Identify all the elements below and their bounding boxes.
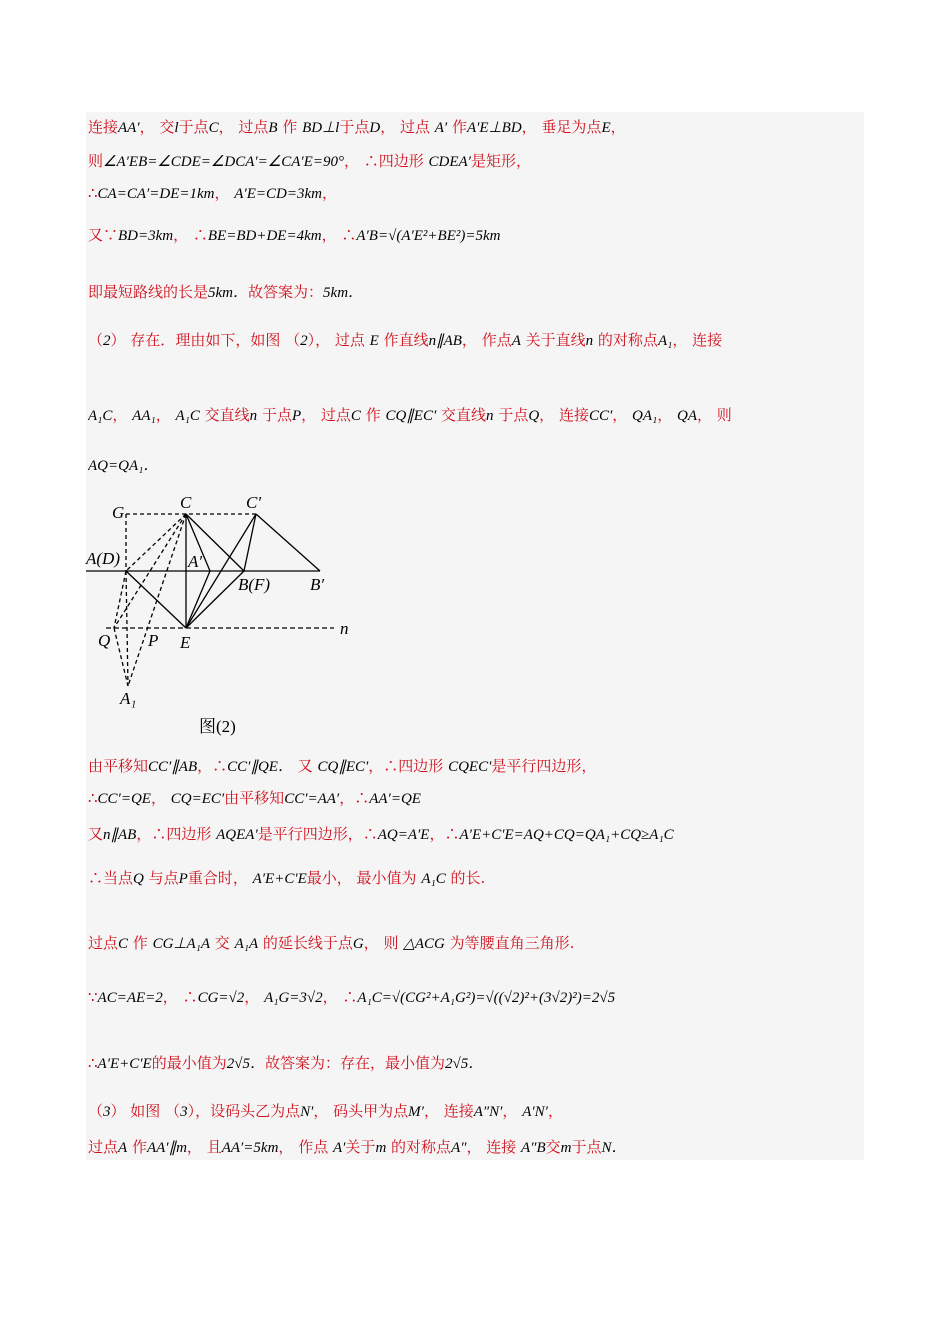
seg-e-aprime bbox=[186, 571, 210, 628]
text-line: 过点C 作 CG⊥A₁A 交 A₁A 的延长线于点G， 则 △ACG 为等腰直角三角形. bbox=[88, 934, 575, 952]
text-line: 过点A 作AA′∥m， 且AA′=5km， 作点 A′关于m 的对称点A″， 连接 A″B交m于点N． bbox=[88, 1138, 627, 1156]
text-line: ∴CC′=QE， CQ=EC′由平移知CC′=AA′，∴AA′=QE bbox=[88, 789, 421, 807]
text-line: ∴CA=CA′=DE=1km， A′E=CD=3km， bbox=[88, 184, 337, 202]
label-n: n bbox=[340, 619, 349, 638]
label-e: E bbox=[180, 633, 191, 652]
text-line: 又∵BD=3km， ∴BE=BD+DE=4km， ∴A′B=√(A′E²+BE²)=5km bbox=[88, 226, 501, 244]
seg-ae bbox=[126, 571, 186, 628]
label-aprime: A′ bbox=[188, 552, 203, 571]
text-line: 连接AA′， 交l于点C， 过点B 作 BD⊥l于点D， 过点 A′ 作A′E⊥BD， 垂足为点E， bbox=[88, 118, 626, 136]
figure-caption: 图(2) bbox=[199, 717, 236, 736]
text-line: （3） 如图 （3），设码头乙为点N′， 码头甲为点M′， 连接A″N′， A′N′， bbox=[88, 1102, 563, 1120]
text-line: （2） 存在．理由如下，如图 （2）， 过点 E 作直线n∥AB， 作点A 关于直线n 的对称点A₁， 连接 bbox=[88, 331, 723, 349]
label-bprime: B′ bbox=[310, 575, 325, 594]
text-line: 又n∥AB，∴四边形 AQEA′是平行四边形，∴AQ=A′E，∴A′E+C′E=AQ+CQ=QA₁+CQ≥A₁C bbox=[88, 825, 674, 843]
label-g: G bbox=[112, 503, 125, 522]
text-line: 则∠A′EB=∠CDE=∠DCA′=∠CA′E=90°， ∴四边形 CDEA′是矩形， bbox=[88, 152, 531, 170]
text-line: A₁C， AA₁， A₁C 交直线n 于点P， 过点C 作 CQ∥EC′ 交直线n 于点Q， 连接CC′， QA₁， QA， 则 bbox=[88, 406, 732, 424]
text-line: ∵AC=AE=2， ∴CG=√2， A₁G=3√2， ∴A₁C=√(CG²+A₁G²)=√((√2)²+(3√2)²)=2√5 bbox=[88, 988, 616, 1006]
seg-q-a1 bbox=[114, 628, 128, 686]
geometry-figure bbox=[84, 490, 374, 740]
label-bf: B(F) bbox=[238, 575, 271, 594]
text-line: ∴A′E+C′E的最小值为2√5．故答案为：存在，最小值为2√5． bbox=[88, 1054, 484, 1072]
label-q: Q bbox=[98, 631, 111, 650]
text-line: 即最短路线的长是5km．故答案为：5km． bbox=[88, 283, 364, 301]
label-a1: A₁ bbox=[120, 689, 137, 708]
seg-a-q bbox=[114, 571, 126, 628]
seg-cprime-bprime bbox=[256, 514, 320, 571]
text-line: ∴当点Q 与点P重合时， A′E+C′E最小， 最小值为 A₁C 的长. bbox=[88, 869, 486, 887]
text-line: 由平移知CC′∥AB，∴CC′∥QE． 又 CQ∥EC′，∴四边形 CQEC′是平行四边形， bbox=[88, 757, 597, 775]
label-cprime: C′ bbox=[246, 493, 262, 512]
label-ad: A(D) bbox=[86, 549, 120, 568]
label-p: P bbox=[148, 631, 159, 650]
text-line: AQ=QA₁． bbox=[88, 458, 159, 474]
label-c: C bbox=[180, 493, 192, 512]
